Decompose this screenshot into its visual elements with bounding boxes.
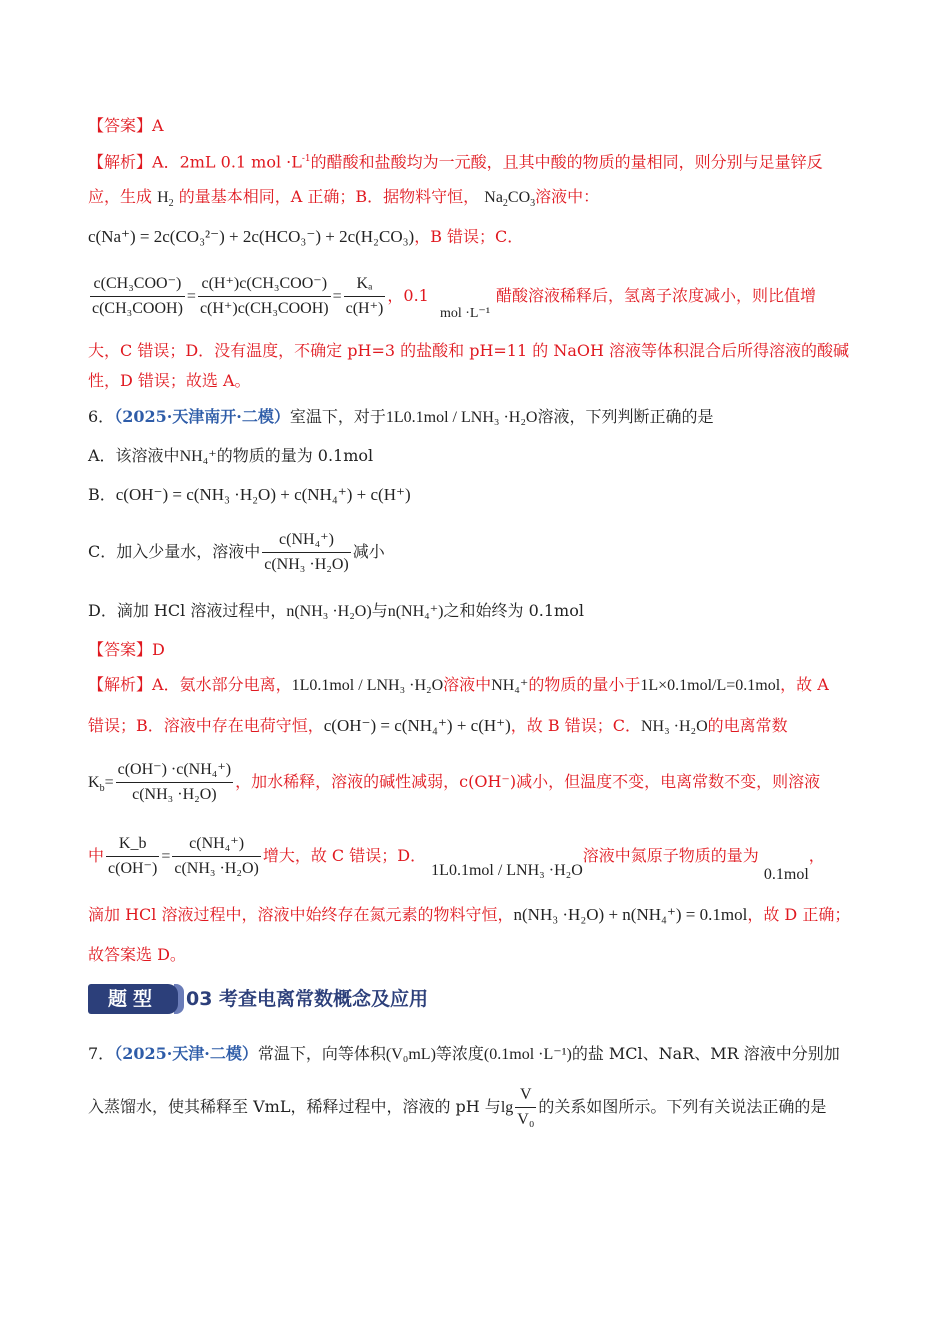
- q7-s2: 入蒸馏水，使其稀释至 VmL，稀释过程中，溶液的 pH 与: [88, 1097, 501, 1116]
- q6-b1-expr2: 1L×0.1mol/L=0.1mol: [640, 677, 781, 694]
- q6-analysis-line-1: [88, 674, 890, 697]
- q6-stem-1: 室温下，对于: [289, 407, 386, 426]
- q5-a4-tail: 醋酸溶液稀释后，氢离子浓度减小，则比值增: [496, 286, 817, 305]
- q6-stem: [88, 406, 890, 429]
- q6-stem-expr: 1L0.1mol / LNH₃ ·H₂O: [385, 409, 538, 426]
- q6-option-c: [88, 524, 890, 580]
- q6-option-a-ion: NH₄⁺: [179, 448, 217, 465]
- q6-b2-equation: c(OH⁻) = c(NH₄⁺) + c(H⁺): [323, 716, 511, 735]
- q6-b4-start: 中: [88, 846, 105, 865]
- q6-b4-fraction-2: $\frac{\text{c(NH₄⁺)}}{\text{c(NH₃ ·H₂O)}}$: [172, 832, 260, 881]
- q6-option-d-mid: 与: [371, 601, 388, 620]
- q6-option-b: [88, 484, 890, 506]
- q6-option-b-label: B．: [88, 485, 116, 504]
- q7-source: （2025·天津·二模）: [114, 1044, 258, 1063]
- q5-analysis-line-5: 大，C 错误；D．没有温度，不确定 pH=3 的盐酸和 pH=11 的 NaOH 溶液等体积混合后所得溶液的酸碱: [88, 341, 850, 360]
- q6-kb-fraction: $\frac{\text{c(OH⁻) ·c(NH₄⁺)}}{\text{c(NH₃ ·H₂O)}}$: [116, 758, 234, 807]
- q6-option-d: [88, 600, 890, 623]
- q6-option-c-fraction: $\frac{\text{c(NH₄⁺)}}{\text{c(NH₃ ·H₂O)}}$: [262, 528, 350, 577]
- q5-a4-value: ，0.1: [387, 286, 429, 305]
- q5-fraction-3: $\frac{\text{Kₐ}}{c(H^+)}$: [344, 272, 386, 321]
- q5-analysis-line-4: $\frac{\text{c(CH₃COO⁻)}}{\text{c(CH₃COOH)}}$ = $\frac{\text{c(H⁺)c(CH₃COO⁻)}}{\text{c(H⁺)c(CH₃COOH)}}$ = $\frac{\text{Kₐ}}{c(H^+)}$ ，0.1 mol ·L⁻¹醋酸溶液稀释后，氢离子浓度减小，则比值增: [88, 266, 890, 326]
- q5-a1-text: A．2mL 0.1 mol ·L: [152, 152, 302, 172]
- q6-analysis-line-3: $K_b=$ $\frac{\text{c(OH⁻) ·c(NH₄⁺)}}{\text{c(NH₃ ·H₂O)}}$ ，加水稀释，溶液的碱性减弱，c(OH⁻)减小，但温度不变，电离常数不变，则溶液: [88, 752, 890, 812]
- q5-fraction-1: $\frac{\text{c(CH₃COO⁻)}}{\text{c(CH₃COOH)}}$: [90, 272, 185, 321]
- q6-analysis-line-2: [88, 715, 890, 738]
- q6-b1-ion: NH₄⁺: [491, 677, 529, 694]
- q6-b2: 错误；B．溶液中存在电荷守恒，: [88, 716, 324, 735]
- q5-a3-tail: ，B 错误；C．: [414, 227, 524, 246]
- q5-charge-equation: c(Na⁺) = 2c(CO₃²⁻) + 2c(HCO₃⁻) + 2c(H₂CO₃): [88, 227, 415, 246]
- na2co3-formula: $Na_2CO_3$: [484, 189, 536, 210]
- q7-s1-mid: 等浓度: [435, 1044, 484, 1063]
- q6-analysis-line-4: 中 $\frac{K\_b}{c(OH^-)}$ = $\frac{\text{c(NH₄⁺)}}{\text{c(NH₃ ·H₂O)}}$ 增大，故 C 错误；D． 1L0.1mol / LNH₃ ·H₂O溶液中氮原子物质的量为 0.1mol，: [88, 826, 890, 886]
- q5-analysis-line-2: [88, 186, 890, 215]
- q6-b1-tail: ，故 A: [780, 675, 829, 694]
- q6-b1-expr: 1L0.1mol / LNH₃ ·H₂O: [291, 677, 444, 694]
- section-title: 03 考查电离常数概念及应用: [186, 988, 429, 1010]
- kb-symbol: $K_b$: [88, 774, 105, 795]
- q6-b5-tail: ，故 D 正确；: [747, 905, 851, 924]
- q6-b3-tail: ，加水稀释，溶液的碱性减弱，c(OH⁻)减小，但温度不变，电离常数不变，则溶液: [235, 772, 821, 791]
- q6-b4-fraction-1: $\frac{K\_b}{c(OH^-)}$: [106, 832, 159, 881]
- q6-b4-expr: 1L0.1mol / LNH₃ ·H₂O: [431, 862, 583, 879]
- q5-a2-end: 溶液中：: [535, 187, 600, 206]
- q5-analysis-label: 【解析】: [88, 152, 153, 172]
- q6-b4-mid: 增大，故 C 错误；D．: [262, 846, 427, 865]
- q6-b1-mid2: 的物质的量小于: [528, 675, 641, 694]
- q6-option-c-tail: 减小: [352, 542, 385, 561]
- q5-answer: 【答案】A: [88, 116, 164, 135]
- q6-answer: 【答案】D: [88, 640, 165, 659]
- q5-analysis-line-6: 性，D 错误；故选 A。: [88, 371, 251, 390]
- q6-option-a-tail: 的物质的量为 0.1mol: [216, 446, 374, 465]
- h2-formula: $H_2$: [157, 189, 174, 210]
- q5-analysis-line-1: [88, 148, 890, 173]
- q6-b5-equation: n(NH₃ ·H₂O) + n(NH₄⁺) = 0.1mol: [513, 905, 748, 924]
- section-badge: 题型: [88, 984, 178, 1014]
- q5-a2-start: 应，生成: [88, 187, 153, 206]
- q7-s1-tail: 的盐 MCl、NaR、MR 溶液中分别加: [571, 1044, 840, 1063]
- q6-source: （2025·天津南开·二模）: [114, 407, 290, 426]
- q6-b4-value: 0.1mol: [763, 866, 809, 883]
- q6-option-a: [88, 445, 890, 468]
- q5-a4-unit: mol ·L⁻¹: [439, 306, 491, 321]
- q6-b2-mid: ，故 B 错误；C．: [510, 716, 641, 735]
- q7-stem-line-1: [88, 1043, 890, 1066]
- q7-stem-line-2: [88, 1080, 890, 1134]
- q7-v-fraction: $\frac{V}{\text{V₀}}$: [515, 1083, 536, 1132]
- q6-b5: 滴加 HCl 溶液过程中，溶液中始终存在氮元素的物料守恒，: [88, 905, 514, 924]
- section-banner: [88, 980, 848, 1018]
- q7-s1-expr: (V₀mL): [385, 1046, 436, 1063]
- q6-option-d-expr-1: n(NH₃ ·H₂O): [286, 603, 372, 620]
- q5-a1-tail: 的醋酸和盐酸均为一元酸，且其中酸的物质的量相同，则分别与足量锌反: [310, 152, 823, 172]
- q7-s1-expr2: (0.1mol ·L⁻¹): [483, 1046, 572, 1063]
- q6-stem-2: 溶液，下列判断正确的是: [537, 407, 714, 426]
- q6-option-b-equation: c(OH⁻) = c(NH₃ ·H₂O) + c(NH₄⁺) + c(H⁺): [115, 485, 411, 504]
- q6-b4-mid2: 溶液中氮原子物质的量为: [582, 846, 759, 865]
- q6-b1: A．氨水部分电离，: [152, 675, 292, 694]
- q6-analysis-line-6: 故答案选 D。: [88, 945, 186, 964]
- q7-lg: lg: [500, 1099, 514, 1116]
- q5-a1-sup: -1: [301, 154, 311, 164]
- q6-analysis-line-5: [88, 904, 890, 926]
- q6-option-d-expr-2: n(NH₄⁺): [387, 603, 444, 620]
- q5-analysis-line-3: [88, 226, 890, 248]
- q6-option-a-label: A．该溶液中: [88, 446, 180, 465]
- q7-s1: 常温下，向等体积: [257, 1044, 386, 1063]
- q7-s2-tail: 的关系如图所示。下列有关说法正确的是: [538, 1097, 827, 1116]
- q5-a2-mid: 的量基本相同，A 正确；B．据物料守恒，: [178, 187, 480, 206]
- q6-option-d-label: D．滴加 HCl 溶液过程中，: [88, 601, 287, 620]
- q5-fraction-2: $\frac{\text{c(H⁺)c(CH₃COO⁻)}}{\text{c(H⁺)c(CH₃COOH)}}$: [198, 272, 331, 321]
- q6-b4-comma: ，: [808, 846, 825, 865]
- q6-analysis-label: 【解析】: [88, 675, 153, 694]
- q6-number: 6．: [88, 407, 115, 426]
- q6-option-d-tail: 之和始终为 0.1mol: [443, 601, 584, 620]
- q6-b2-tail: 的电离常数: [707, 716, 788, 735]
- q7-number: 7．: [88, 1044, 115, 1063]
- q6-b2-expr: NH₃ ·H₂O: [640, 718, 708, 735]
- q6-b1-mid: 溶液中: [443, 675, 492, 694]
- q6-option-c-label: C．加入少量水，溶液中: [88, 542, 261, 561]
